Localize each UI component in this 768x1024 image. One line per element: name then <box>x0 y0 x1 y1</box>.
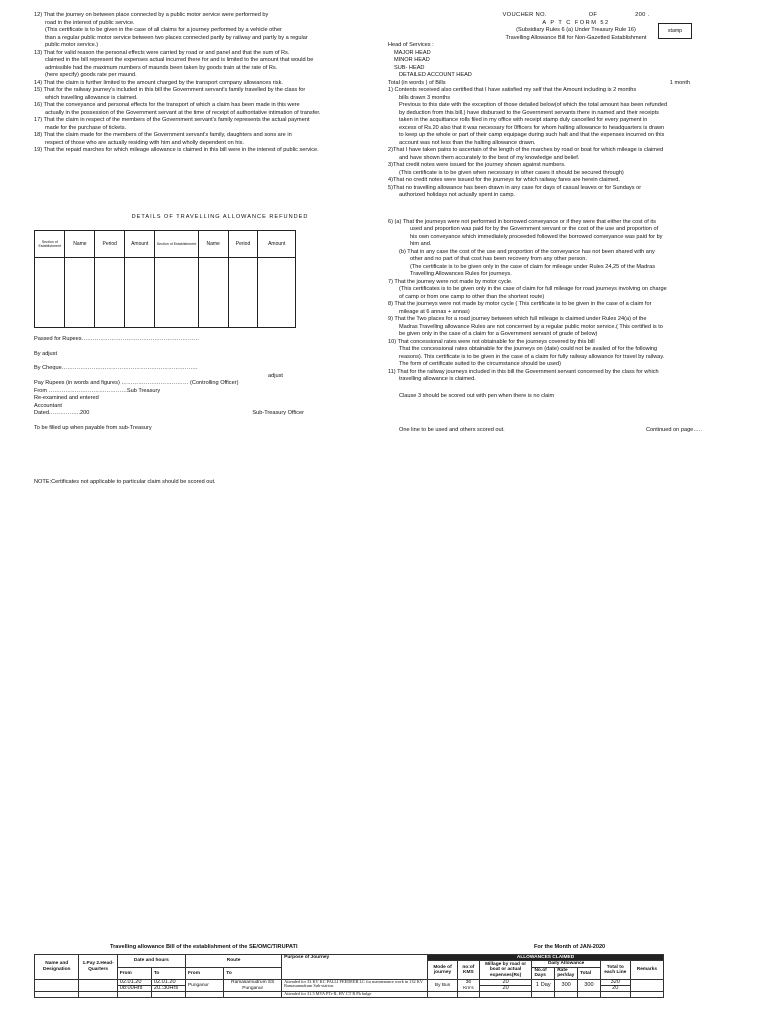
certificate-line: 14) That the claim is further limited to the amount charged by the transport company allowances risk. <box>34 79 283 86</box>
claim-header-days: No.of Days <box>532 967 555 979</box>
certificate-line: The form of certificate suited to the circumstance should be used) <box>399 361 561 367</box>
details-header-row <box>35 231 296 258</box>
certificate-line: used and proportion was paid for by the Government servant or the cost of the use and proportion of <box>410 226 659 232</box>
claim-header-kms: no:of KMS <box>458 961 480 979</box>
certificate-line: Travelling Allowances Rules for journeys. <box>410 271 512 277</box>
details-empty-row <box>35 258 296 328</box>
right-column <box>388 12 736 435</box>
passed-for: Passed for Rupees……………………………………………………… <box>34 336 200 342</box>
heads-label: Head of Services : <box>388 42 434 48</box>
details-header: Section of Establishment <box>35 231 65 258</box>
certificate-line: 15) That for the railway journey's included in this bill the Government servant's family travelled by the class for <box>34 87 306 93</box>
certificate-line: 17) That the claim in respect of the members of the Government servant's family represents the actual payment <box>34 117 310 123</box>
total-bills-month: 1 month <box>669 79 690 86</box>
certificate-line: 6) (a) That the journeys were not performed in borrowed conveyance or if they were that either the cost of its <box>388 218 656 225</box>
certificate-line: claimed in the bill represent the expenses actual incurred there for and is limited to the amount that would be <box>45 57 314 63</box>
dated-row <box>34 410 334 418</box>
certificate-line: respect of those who are actually residing with him and wholly dependent on his. <box>45 139 245 146</box>
voucher-of-label: OF <box>588 12 598 18</box>
certificate-line: 5)That no travelling allowance has been drawn in any case for days of casual leaves or for Sundays or <box>388 184 642 191</box>
claim-header-row-1 <box>35 955 664 961</box>
pay-rupees: Pay Rupees (in words and figures) ……………………………… (Controlling Officer) <box>34 380 239 386</box>
head-item: DETAILED ACCOUNT HEAD <box>399 72 472 78</box>
passed-section <box>34 336 334 432</box>
details-header: Period <box>95 231 125 258</box>
claim-kms: 36 Km's <box>458 979 480 992</box>
certificate-line: 2)That I have taken pains to ascertain of the length of the marches by road or boat for which mileage is claimed <box>388 147 664 153</box>
claim-header-pay: 1.Pay 2.Head-Quarters <box>79 955 117 980</box>
claim-header-to: To <box>151 967 185 979</box>
certificate-line: authorized holidays not actually spent in camp. <box>399 192 515 198</box>
details-header: Section of Establishment <box>155 231 198 258</box>
certificate-line: public motor service.) <box>45 42 99 48</box>
certificate-line: 19) That the repaid marches for which mileage allowance is claimed in this bill were in the interest of public service. <box>34 147 319 153</box>
form-name: Travelling Allowance Bill for Non-Gazetted Establishment <box>505 34 647 41</box>
stamp-box: stamp <box>658 23 692 39</box>
one-line-note: One line to be used and others scored out. <box>399 427 505 433</box>
claim-header-route-from: From <box>185 967 223 979</box>
details-header: Name <box>65 231 95 258</box>
total-bills-row <box>388 80 736 88</box>
head-item: MINOR HEAD <box>394 57 430 63</box>
certificate-line: his own conveyance which immediately proceeded followed the borrowed conveyance was paid for by <box>410 233 663 240</box>
certificate-line: 8) That the journeys were not made by motor cycle ( This certificate is to be given in the case of a claim for <box>388 301 652 307</box>
claim-route-from: Punganur <box>185 979 223 992</box>
details-header: Amount <box>258 231 296 258</box>
certificate-line: mileage at 6 annas + annas) <box>399 308 470 315</box>
certificate-line: (This certificate is to be given when necessary in other cases it should be secured through) <box>399 169 624 176</box>
certificate-line: 18) That the claim made for the members of the Government servant's family, daughters and sons are in <box>34 132 292 138</box>
certificate-line: 11) That for the railway journeys included in this bill the Government servant concerned by the class for which <box>388 368 659 375</box>
certificate-line: by deduction from this bill.) have disbursed to the Government servants there in named and their receipts <box>399 109 659 116</box>
details-table <box>34 230 296 328</box>
certificate-line: 10) That concessional rates were not obtainable for the journeys covered by this bill <box>388 338 595 345</box>
certificate-line: of camp or from one camp to other than the shortest route) <box>399 293 545 300</box>
certificate-line: Madras Travelling allowance Rules are not concerned by a regular public motor service.( This certified is to <box>399 323 663 330</box>
claim-table <box>34 954 664 998</box>
head-item: MAJOR HEAD <box>394 49 431 56</box>
claim-route-to: Ramasamudrum SS Punganur <box>224 979 282 992</box>
claim-mileage-2: 20 <box>479 986 532 992</box>
certificate-line: taken in the acquittance rolls filed in my office with receipt stamp duly cancelled for every payment in <box>399 117 648 123</box>
claim-header-remarks: Remarks <box>630 961 663 979</box>
sub-treasury-officer: Sub-Treasury Officer <box>252 410 304 416</box>
total-bills-label: Total (in words ) of Bills <box>388 79 446 86</box>
certificate-line: excess of Rs.20 also that it was necessary for 0fficers for whom halting allowance to headquarters is drawn <box>399 124 665 131</box>
certificate-line: bills drawn 3 months <box>399 94 450 101</box>
claim-purpose-2: Attended for 31.5 MVA PTr-II, HV CT R Ph bulge <box>282 992 428 998</box>
claim-to-date: 02.01.20 <box>151 979 185 985</box>
claim-header-from: From <box>117 967 151 979</box>
claim-month: For the Month of JAN-2020 <box>534 944 606 950</box>
claim-rate: 300 <box>555 979 578 992</box>
certificate-line: and have shown them accurately to the best of my knowledge and belief. <box>399 154 580 161</box>
certificate-line: made for the purchase of tickets. <box>45 124 127 131</box>
claim-header-purpose: Purpose of Journey <box>282 955 428 980</box>
claim-title: Travelling allowance Bill of the establishment of the SE/OMC/TIRUPATI <box>110 944 298 950</box>
claim-from-time: 08:00Hrs <box>117 986 151 992</box>
certificate-line: road in the interest of public service. <box>45 19 135 26</box>
accountant: Accountant <box>34 402 62 409</box>
certificate-line: 16) That the conveyance and personal effects for the transport of which a claim has been made in this were <box>34 102 300 108</box>
claim-header-rate: Rate per/day <box>555 967 578 979</box>
certificate-line: than a regular public motor service between two places connected partly by railway and partly by a regular <box>45 34 308 41</box>
claim-header-name: Name and Designation <box>35 955 79 980</box>
certificate-line: (This certificate is to be given in the case of all claims for a journey performed by a vehicle other <box>45 27 282 33</box>
certificate-line: Previous to this date with the exception of those detailed below(of which the total amount has been refunded <box>399 102 668 108</box>
claim-line-total: 320 <box>600 979 630 985</box>
certificate-line: to keep up the whole or part of their camp equipage during such halt and that the expenses incurred on this <box>399 132 665 138</box>
certificate-line: 7) That the journey were not made by motor cycle. <box>388 278 513 285</box>
certificate-line: him and. <box>410 241 432 247</box>
details-header: Amount <box>125 231 155 258</box>
claim-header-mileage: Millage by road or boat or actual expenses(Rs) <box>479 961 532 979</box>
certificate-line: 12) That the journey on between place connected by a public motor service were performed by <box>34 12 269 18</box>
voucher-line <box>388 12 736 20</box>
claim-purpose: Attended for 33 KV KC PALLI FEEDEER LC for maintenance work in 132 KV Ramasamudrum Sub-station. <box>282 979 428 992</box>
heads-list <box>388 50 736 80</box>
right-certificates-a <box>388 87 736 200</box>
form-subtitle: (Subsidiary Rules 6 (a) Under Treasury Rule 16) <box>516 27 636 33</box>
claim-mileage: 20 <box>479 979 532 985</box>
certificate-line: 13) That for valid reason the personal effects were carried by road or and panel and that the sum of Rs. <box>34 49 290 56</box>
form-title: A P T C FORM 52 <box>542 19 610 26</box>
claim-header-route: Route <box>185 955 281 968</box>
voucher-year-label: 200 . <box>635 12 650 18</box>
filled-up-note: To be filled up when payable from sub-Treasury <box>34 424 152 431</box>
claim-line-total-2: 20 <box>600 986 630 992</box>
clause-note: Clause 3 should be scored out with pen when there is no claim <box>399 392 555 399</box>
claim-row-2 <box>35 992 664 998</box>
claim-from-date: 02.01.20 <box>117 979 151 985</box>
certificate-line: which travelling allowance is claimed. <box>45 94 138 101</box>
certificate-line: other and no part of that cost has been recovery from any other person. <box>410 256 587 262</box>
voucher-no-label: VOUCHER NO. <box>502 12 547 18</box>
claim-total: 300 <box>578 979 601 992</box>
bottom-notes-row <box>388 427 736 435</box>
claim-header-total-line: Total to each Line <box>600 961 630 979</box>
certificate-line: account was not less than the halting allowance drawn. <box>399 139 536 146</box>
certificate-line: (This certificates is to be given only in the case of claim for full mileage for road journeys involving on charge <box>399 286 667 292</box>
adjust-label: adjust <box>268 372 283 379</box>
claim-days: 1 Day <box>532 979 555 992</box>
reexamined: Re-examined and entered <box>34 395 99 401</box>
claim-header-allowances: ALLOWANCES CLAIMED <box>428 955 664 961</box>
claim-to-time: 20.:30Hrs <box>151 986 185 992</box>
certificate-line: travelling allowance is claimed. <box>399 376 476 382</box>
claim-mode: By Bus <box>428 979 458 992</box>
certificate-line: 3)That credit notes were issued for the journey shown against numbers. <box>388 162 566 168</box>
certificate-line: admissible had the maximum numbers of maunds been taken by goods train at the rate of Rs. <box>45 64 278 71</box>
certificate-line: reasons). This certificate is to be given in the case of a claim for fully railway allowance for travel by railway. <box>399 353 665 360</box>
details-title: DETAILS OF TRAVELLING ALLOWANCE REFUNDED <box>131 214 309 220</box>
claim-header-mode: Mode of journey <box>428 961 458 979</box>
by-cheque: By Cheque………………………………………………………………. <box>34 365 198 371</box>
by-adjust: By adjust <box>34 350 58 357</box>
certificate-line: (here specify) goods rate per maund. <box>45 72 137 78</box>
right-certificates-b <box>388 219 736 384</box>
certificate-line: 9) That the Two places for a road journey between which full mileage is claimed under Rules 24(a) of the <box>388 316 647 322</box>
note-left: NOTE:Certificates not applicable to particular claim should be scored out. <box>34 479 216 485</box>
head-item: SUB- HEAD <box>394 64 425 71</box>
claim-header-daily: Daily Allowance <box>532 961 600 967</box>
certificate-line: be given only in the case of a claim for a Government servant of grade of below) <box>399 331 598 337</box>
left-certificates <box>34 12 374 155</box>
claim-header-route-to: To <box>224 967 282 979</box>
dated: Dated……………..200 <box>34 410 90 416</box>
claim-header-total: Total <box>578 967 601 979</box>
details-header: Period <box>228 231 258 258</box>
from-line: From ……………………………………Sub Treasury <box>34 387 161 394</box>
claim-header-date-hours: Date and hours <box>117 955 185 968</box>
certificate-line: (b) That in any case the cost of the use and proportion of the conveyance has not been shared with any <box>399 248 655 255</box>
details-header: Name <box>198 231 228 258</box>
certificate-line: 1) Contents received also certified that I have satisfied my self that the Amount including is 2 months <box>388 87 637 93</box>
continued-note: Continued on page….. <box>646 427 702 433</box>
claim-title-row <box>34 944 730 954</box>
certificate-line: actually in the possession of the Government servant at the time of receipt of authoritative intimation of transfer. <box>45 109 321 116</box>
certificate-line: That the concessional rates obtainable for the journeys on (date) could not be availed of for the following <box>399 346 658 352</box>
certificate-line: (The certificate is to be given only in the case of claim for mileage under Rules 24,25 of the Madras <box>410 263 656 270</box>
certificate-line: 4)That no credit notes were issued for the journeys for which railway fares are herein claimed. <box>388 177 620 183</box>
